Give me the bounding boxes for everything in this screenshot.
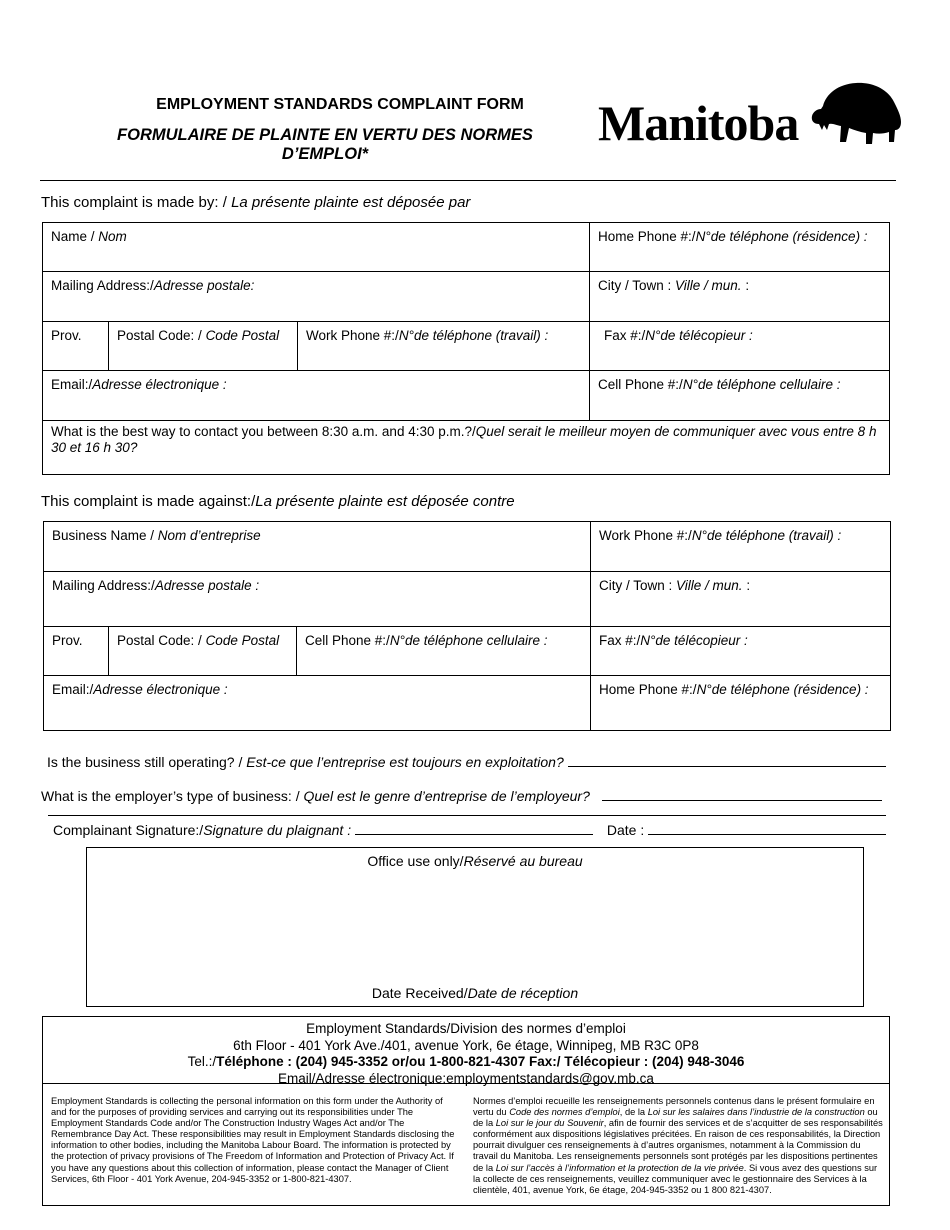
privacy-notice-french: Normes d’emploi recueille les renseignements personnels contenus dans le présent formulaire en vertu du Code des normes d’emploi, de la Loi sur les salaires dans l’industrie de la construction ou de la Loi sur le jour du Souvenir, afin de fournir des services et de s’acquitter de ses responsabilités conformément aux dispositions législatives précitées. En raison de ces responsabilités, la Direction pourrait divulguer ces renseignements à d’autres organismes, notamment à la Commission du travail du Manitoba. Les renseignements personnels sont protégés par les dispositions pertinentes de la Loi sur l’accès à l’information et la protection de la vie privée. Si vous avez des questions sur la collecte de ces renseignements, veuillez communiquer avec le gestionnaire des Services à la clientèle, 401, avenue York, 6e étage, 204-945-3352 ou 1 800 821-4307. [473,1096,883,1195]
employer-postal-field[interactable]: Postal Code: / Code Postal [109,627,297,676]
complainant-heading: This complaint is made by: / La présente plainte est déposée par [41,194,471,211]
office-use-title: Office use only/Réservé au bureau [367,853,583,869]
employer-address-field[interactable]: Mailing Address:/Adresse postale : [44,572,591,627]
business-operating-input[interactable] [568,753,886,767]
date-input[interactable] [648,821,886,835]
employer-city-field[interactable]: City / Town : Ville / mun. : [591,572,891,627]
date-received-label: Date Received/Date de réception [371,985,579,1001]
complainant-cell-field[interactable]: Cell Phone #:/N°de téléphone cellulaire : [590,371,890,421]
footer-divider [43,1083,889,1084]
employer-work-phone-field[interactable]: Work Phone #:/N°de téléphone (travail) : [591,522,891,572]
office-address: 6th Floor - 401 York Ave./401, avenue York, 6e étage, Winnipeg, MB R3C 0P8 [233,1037,699,1053]
complainant-contact-method-field[interactable]: What is the best way to contact you between 8:30 a.m. and 4:30 p.m.?/Quel serait le meilleur moyen de communiquer avec vous entre 8 h 30 et 16 h 30? [43,421,890,475]
signature-line: Complainant Signature:/Signature du plaignant : Date : [53,821,886,838]
complainant-postal-field[interactable]: Postal Code: / Code Postal [109,322,298,371]
complainant-address-field[interactable]: Mailing Address:/Adresse postale: [43,272,590,322]
complainant-prov-field[interactable]: Prov. [43,322,109,371]
title-divider [40,180,896,181]
complainant-city-field[interactable]: City / Town : Ville / mun. : [590,272,890,322]
division-name: Employment Standards/Division des normes d’emploi [306,1021,626,1036]
business-operating-question: Is the business still operating? / Est-ce que l’entreprise est toujours en exploitation? [47,753,886,770]
signature-input[interactable] [355,821,593,835]
manitoba-logo [598,78,904,152]
employer-prov-field[interactable]: Prov. [44,627,109,676]
employer-cell-field[interactable]: Cell Phone #:/N°de téléphone cellulaire : [297,627,591,676]
employer-table [43,521,891,731]
complainant-name-field[interactable]: Name / Nom [43,223,590,272]
form-title-english: EMPLOYMENT STANDARDS COMPLAINT FORM [156,96,524,113]
office-use-box [86,847,864,1007]
form-title-french: FORMULAIRE DE PLAINTE EN VERTU DES NORMES D’EMPLOI* [117,126,533,163]
contact-info [43,1021,889,1087]
complainant-home-phone-field[interactable]: Home Phone #:/N°de téléphone (résidence) : [590,223,890,272]
employer-business-name-field[interactable]: Business Name / Nom d’entreprise [44,522,591,572]
bison-icon [812,83,901,144]
complainant-work-phone-field[interactable]: Work Phone #:/N°de téléphone (travail) : [298,322,590,371]
employer-heading: This complaint is made against:/La présente plainte est déposée contre [41,493,515,510]
employer-email-field[interactable]: Email:/Adresse électronique : [44,676,591,731]
phone-fax-line: Tel.:/Téléphone : (204) 945-3352 or/ou 1-800-821-4307 Fax:/ Télécopieur : (204) 948-3046 [187,1054,745,1069]
privacy-notice-english: Employment Standards is collecting the personal information on this form under the Authority of and for the purposes of providing services and carrying out its responsibilities under The Employment Standards Code and/or The Construction Industry Wages Act and/or The Remembrance Day Act. These responsibilities may result in Employment Standards disclosing the information to other bodies, including the Manitoba Labour Board. The information is protected by the protection of privacy provisions of The Freedom of Information and Protection of Privacy Act. If you have any questions about this collection of information, please contact the Manager of Client Services, 6th Floor - 401 York Avenue, 204-945-3352 or 1-800-821-4307. [51,1096,455,1184]
email-line: Email/Adresse électronique:employmentstandards@gov.mb.ca [278,1070,654,1086]
svg-text:Manitoba: Manitoba [598,95,799,151]
signature-divider [48,815,886,816]
complainant-table [42,222,890,475]
employer-fax-field[interactable]: Fax #:/N°de télécopieur : [591,627,891,676]
footer-box [42,1016,890,1206]
employer-home-phone-field[interactable]: Home Phone #:/N°de téléphone (résidence) : [591,676,891,731]
complainant-fax-field[interactable]: Fax #:/N°de télécopieur : [590,322,890,371]
business-type-input[interactable] [602,787,882,801]
complainant-email-field[interactable]: Email:/Adresse électronique : [43,371,590,421]
business-type-question: What is the employer’s type of business: / Quel est le genre d’entreprise de l’employeur? [41,787,882,804]
